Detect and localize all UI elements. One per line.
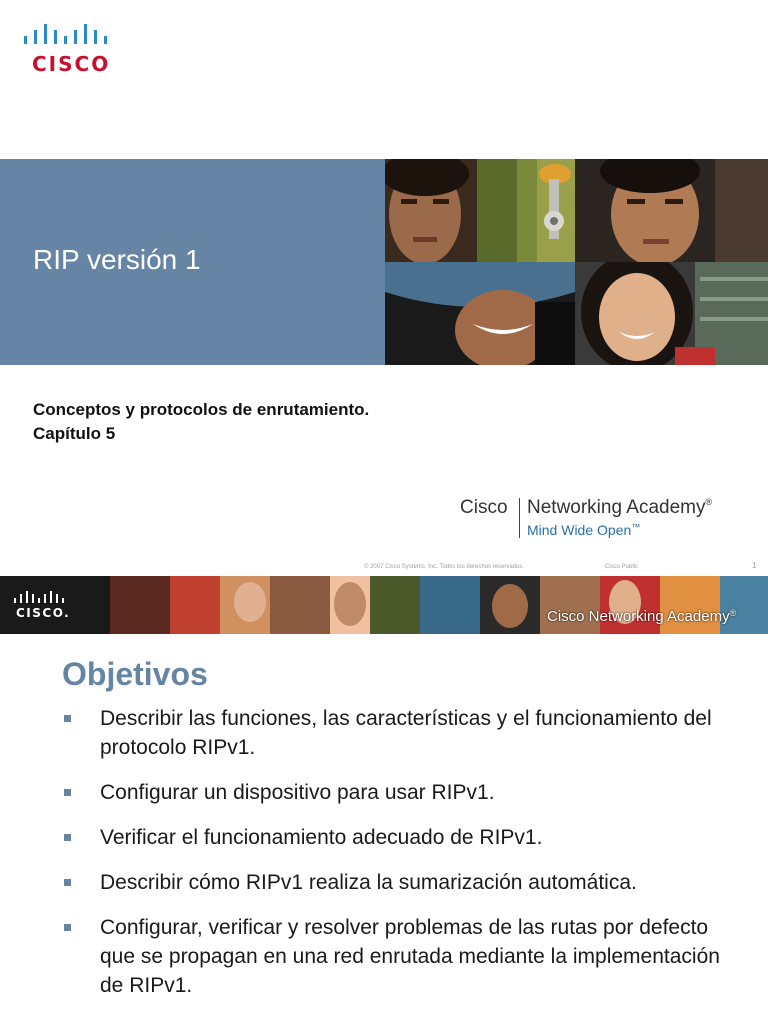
registered-mark: ® [705, 497, 713, 507]
objectives-heading: Objetivos [62, 656, 208, 692]
list-item [62, 704, 742, 762]
cisco-logo-text: CISCO [32, 52, 111, 76]
photo-young-man [575, 159, 768, 262]
banner-cisco-logo [14, 590, 74, 622]
subtitle-chapter: Capítulo 5 [33, 424, 116, 443]
bullet-icon [64, 789, 71, 796]
photo-hooded-person [385, 262, 575, 365]
banner-academy-label: Cisco Networking Academy [547, 608, 730, 625]
list-item [62, 778, 742, 807]
cisco-bridge-icon [24, 22, 116, 50]
bullet-icon [64, 879, 71, 886]
objectives-list [62, 704, 742, 1016]
objective-text: Describir cómo RIPv1 realiza la sumarización automática. [100, 871, 637, 894]
subtitle-course: Conceptos y protocolos de enrutamiento. [33, 400, 370, 419]
trademark-mark: ™ [631, 522, 641, 532]
list-item [62, 913, 742, 1000]
objective-text: Configurar, verificar y resolver problemas de las rutas por defecto que se propagan en una red enrutada mediante la implementación de RIPv1. [100, 916, 720, 997]
footer-copyright: © 2007 Cisco Systems, Inc. Todos los derechos reservados. [364, 564, 525, 570]
objective-text: Describir las funciones, las características y el funcionamiento del protocolo RIPv1. [100, 707, 712, 759]
photo-collage [385, 159, 768, 365]
na-logo-tagline [527, 522, 640, 538]
banner-photo-strip [110, 576, 768, 634]
objectives-slide [0, 576, 768, 1024]
list-item [62, 823, 742, 852]
na-logo-tagline-text: Mind Wide Open [527, 522, 632, 538]
na-logo-divider [519, 498, 520, 538]
photo-young-woman [575, 262, 768, 365]
banner-academy-text [547, 608, 736, 625]
cisco-logo [24, 22, 120, 78]
list-item [62, 868, 742, 897]
banner-logo-text: CISCO. [16, 606, 71, 620]
bullet-icon [64, 715, 71, 722]
photo-man-face [385, 159, 477, 262]
slide-title: RIP versión 1 [33, 244, 201, 275]
banner-registered-mark: ® [729, 608, 737, 618]
photo-skateboard [477, 159, 575, 262]
title-band [0, 159, 385, 365]
slide-subtitle [33, 398, 369, 446]
header-banner [0, 576, 768, 634]
cisco-bridge-icon [14, 590, 70, 604]
bullet-icon [64, 834, 71, 841]
na-logo-title-text: Networking Academy [527, 497, 706, 518]
na-logo-title [527, 497, 712, 519]
footer-classification: Cisco Public [605, 564, 639, 570]
na-logo-cisco: Cisco [460, 497, 508, 518]
page-number: 1 [752, 561, 757, 570]
bullet-icon [64, 924, 71, 931]
objective-text: Configurar un dispositivo para usar RIPv1. [100, 781, 495, 804]
objective-text: Verificar el funcionamiento adecuado de RIPv1. [100, 826, 543, 849]
